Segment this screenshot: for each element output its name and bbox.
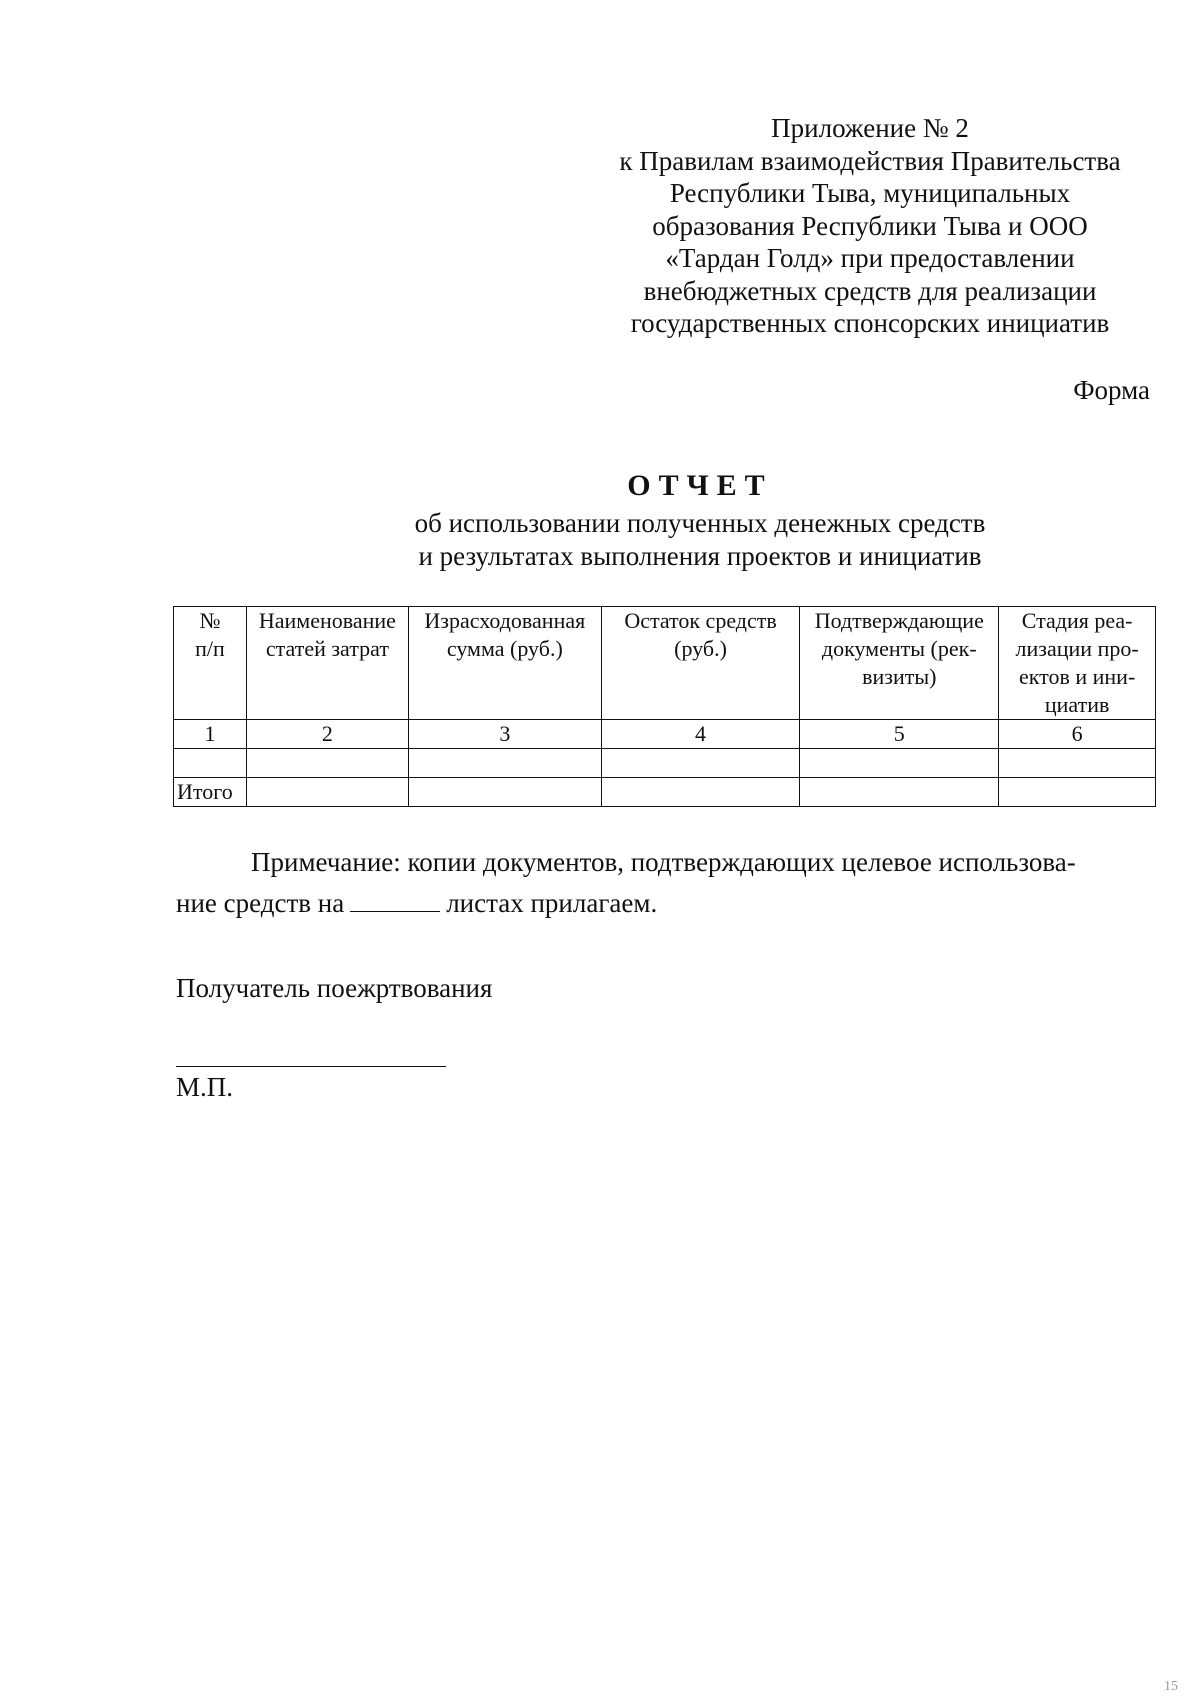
note-line <box>176 883 1136 924</box>
appendix-line: «Тардан Голд» при предоставлении <box>665 243 1075 273</box>
table-cell[interactable] <box>601 778 800 807</box>
table-cell[interactable] <box>999 778 1156 807</box>
header-cell-spent-amount: Израсходованная сумма (руб.) <box>408 607 601 720</box>
recipient-label: Получатель поежртвования <box>176 973 493 1003</box>
table-column-number-row <box>174 720 1156 749</box>
note-text-after: листах прилагаем. <box>446 888 658 918</box>
header-cell-expense-items: Наименование статей затрат <box>246 607 408 720</box>
signature-line[interactable] <box>176 1066 446 1067</box>
report-subtitle <box>300 507 1100 573</box>
header-cell-remaining-funds: Остаток средств (руб.) <box>601 607 800 720</box>
note-text-before: ние средств на <box>176 888 345 918</box>
table-cell[interactable] <box>246 749 408 778</box>
table-cell[interactable] <box>246 778 408 807</box>
appendix-line: образования Республики Тыва и ООО <box>652 210 1088 241</box>
table-cell[interactable] <box>408 778 601 807</box>
column-number-cell: 1 <box>174 720 247 749</box>
table-cell[interactable] <box>800 749 999 778</box>
report-table <box>173 606 1156 807</box>
total-label-cell: Итого <box>174 778 247 807</box>
note-paragraph <box>176 842 1136 924</box>
table-cell[interactable] <box>174 749 247 778</box>
report-title: ОТЧЕТ <box>627 469 773 502</box>
header-cell-supporting-documents: Подтверждающие документы (рек- визиты) <box>800 607 999 720</box>
note-line: Примечание: копии документов, подтверждающих целевое использова- <box>251 847 1076 877</box>
column-number-cell: 4 <box>601 720 800 749</box>
header-cell-implementation-stage: Стадия реа- лизации про- ектов и ини- циатив <box>999 607 1156 720</box>
table-cell[interactable] <box>999 749 1156 778</box>
header-cell-number: № п/п <box>174 607 247 720</box>
column-number-cell: 2 <box>246 720 408 749</box>
table-cell[interactable] <box>408 749 601 778</box>
form-label: Форма <box>1073 375 1150 405</box>
column-number-cell: 5 <box>800 720 999 749</box>
appendix-line: Республики Тыва, муниципальных <box>669 178 1071 208</box>
column-number-cell: 3 <box>408 720 601 749</box>
table-cell[interactable] <box>601 749 800 778</box>
table-total-row <box>174 778 1156 807</box>
report-subtitle-line: об использовании полученных денежных средств <box>414 508 986 538</box>
report-subtitle-line: и результатах выполнения проектов и инициатив <box>418 541 982 571</box>
page-corner-mark: 15 <box>1164 1679 1178 1694</box>
appendix-line: к Правилам взаимодействия Правительства <box>619 145 1121 176</box>
appendix-line: государственных спонсорских инициатив <box>630 308 1110 338</box>
column-number-cell: 6 <box>999 720 1156 749</box>
appendix-line: Приложение № 2 <box>771 113 969 143</box>
sheet-count-blank[interactable] <box>350 889 440 912</box>
stamp-label: М.П. <box>176 1072 234 1102</box>
table-row <box>174 749 1156 778</box>
appendix-line: внебюджетных средств для реализации <box>643 275 1097 306</box>
table-header-row <box>174 607 1156 720</box>
table-cell[interactable] <box>800 778 999 807</box>
appendix-header <box>560 112 1180 340</box>
